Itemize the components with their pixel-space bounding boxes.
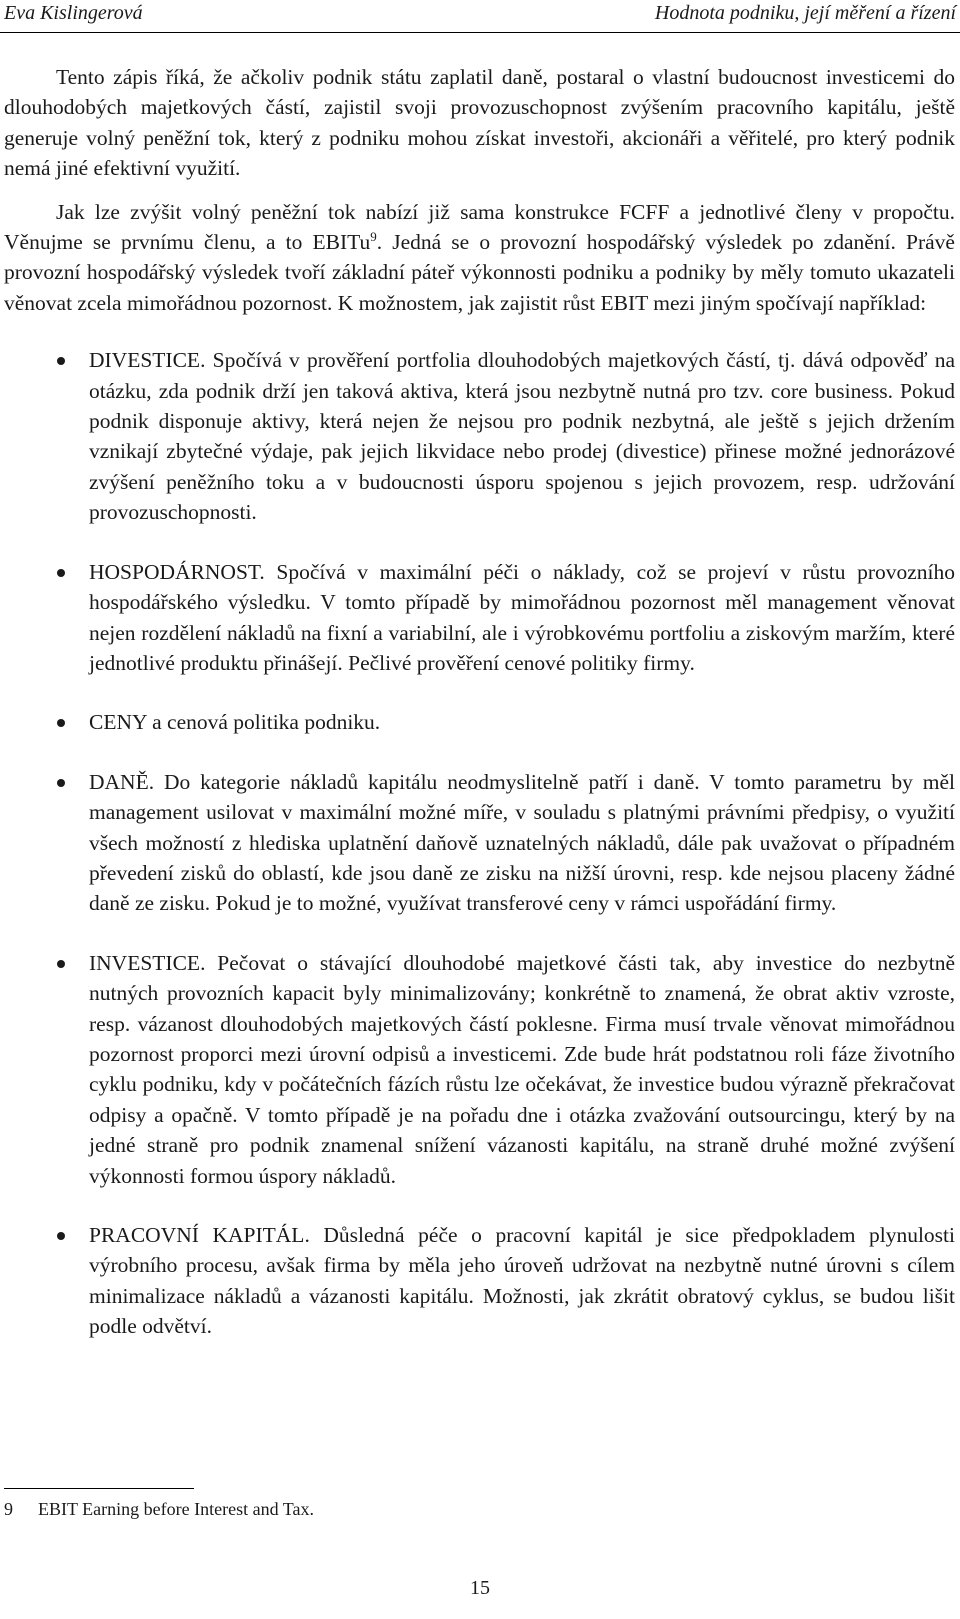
running-header	[0, 0, 960, 33]
footnote	[4, 1497, 314, 1521]
list-item	[4, 948, 955, 1191]
paragraph-2-part-1: Jak lze zvýšit volný peněžní tok nabízí již sama konstrukce FCFF a jednotlivé členy v propočtu. Věnujme se prvnímu členu, a to EBITu	[4, 199, 955, 255]
list-item	[4, 557, 955, 679]
list-item	[4, 345, 955, 527]
footnote-divider	[4, 1488, 194, 1489]
paragraph-2-part-2: . Jedná se o provozní hospodářský výsledek po zdanění. Právě provozní hospodářský výsledek tvoří základní páteř výkonnosti podniku a podniky by měly tomuto ukazateli věnovat zcela mimořádnou pozornost. K možnostem, jak zajistit růst EBIT mezi jiným spočívají například:	[4, 230, 955, 315]
list-item-text: INVESTICE. Pečovat o stávající dlouhodobé majetkové části tak, aby investice do nezbytně nutných provozních kapacit byly minimalizovány; konkrétně to znamená, že obrat aktiv vzroste, resp. vázanost dlouhodobých majetkových částí poklesne. Firma musí trvale věnovat mimořádnou pozornost proporci mezi úrovní odpisů a investicemi. Zde bude hrát podstatnou roli fáze životního cyklu podniku, kdy v počátečních fázích růstu lze očekávat, že investice budou výrazně překračovat odpisy a opačně. V tomto případě je na pořadu dne i otázka zvažování outsourcingu, který by na jedné straně pro podnik znamenal snížení vázanosti kapitálu, na straně druhé možné zvýšení výkonnosti formou úspory nákladů.	[89, 950, 955, 1188]
paragraph-1: Tento zápis říká, že ačkoliv podnik státu zaplatil daně, postaral o vlastní budoucnost investicemi do dlouhodobých majetkových částí, zajistil svoji provozuschopnost zvýšením pracovního kapitálu, ještě generuje volný peněžní tok, který z podniku mohou získat investoři, akcionáři a věřitelé, pro který podnik nemá jiné efektivní využití.	[4, 65, 955, 181]
page-number: 15	[470, 1577, 490, 1599]
footnote-text: EBIT Earning before Interest and Tax.	[38, 1499, 314, 1519]
list-item	[4, 767, 955, 919]
paragraph-2	[4, 197, 955, 319]
bullet-dot	[57, 569, 65, 577]
footnote-number: 9	[4, 1499, 13, 1519]
footnote-reference: 9	[370, 228, 377, 244]
header-title: Hodnota podniku, její měření a řízení	[654, 2, 956, 24]
bullet-dot	[57, 960, 65, 968]
bullet-dot	[57, 719, 65, 727]
list-item-text: HOSPODÁRNOST. Spočívá v maximální péči o náklady, což se projeví v růstu provozního hospodářského výsledku. V tomto případě by mimořádnou pozornost měl management věnovat nejen rozdělení nákladů na fixní a variabilní, ale i výrobkovému portfoliu a ziskovým maržím, které jednotlivé produktu přinášejí. Pečlivé prověření cenové politiky firmy.	[89, 559, 955, 675]
list-item-text: DIVESTICE. Spočívá v prověření portfolia dlouhodobých majetkových částí, tj. dává odpověď na otázku, zda podnik drží jen taková aktiva, která jsou nezbytně nutná pro tzv. core business. Pokud podnik disponuje aktivy, která nejen že nejsou pro podnik nezbytná, ale ještě s jejich držením vznikají zbytečné výdaje, pak jejich likvidace nebo prodej (divestice) přinese možné jednorázové zvýšení peněžního toku a v budoucnosti úsporu spojenou s jejich provozem, resp. udržování provozuschopnosti.	[89, 348, 955, 525]
bullet-dot	[57, 779, 65, 787]
list-item-text: PRACOVNÍ KAPITÁL. Důsledná péče o pracovní kapitál je sice předpokladem plynulosti výrobního procesu, avšak firma by měla jeho úroveň udržovat na nezbytně nutné úrovni s cílem minimalizace nákladů a vázanosti kapitálu. Možnosti, jak zkrátit obratový cyklus, se budou lišit podle odvětví.	[89, 1223, 955, 1339]
list-item	[4, 707, 955, 737]
list-item-text: CENY a cenová politika podniku.	[89, 710, 381, 735]
list-item-text: DANĚ. Do kategorie nákladů kapitálu neodmyslitelně patří i daně. V tomto parametru by měl management usilovat v maximální možné míře, v souladu s platnými právními předpisy, o využití všech možností z hlediska uplatnění daňově uznatelných nákladů, dále pak uvažovat o případném převedení zisků do oblastí, kde jsou daně ze zisku na nižší úrovni, resp. kde nejsou placeny žádné daně ze zisku. Pokud je to možné, využívat transferové ceny v rámci uspořádání firmy.	[89, 769, 955, 916]
bullet-dot	[57, 357, 65, 365]
list-item	[4, 1220, 955, 1342]
main-text	[4, 62, 955, 1371]
header-author: Eva Kislingerová	[4, 2, 143, 24]
bullet-dot	[57, 1232, 65, 1240]
bullet-list	[4, 345, 955, 1341]
